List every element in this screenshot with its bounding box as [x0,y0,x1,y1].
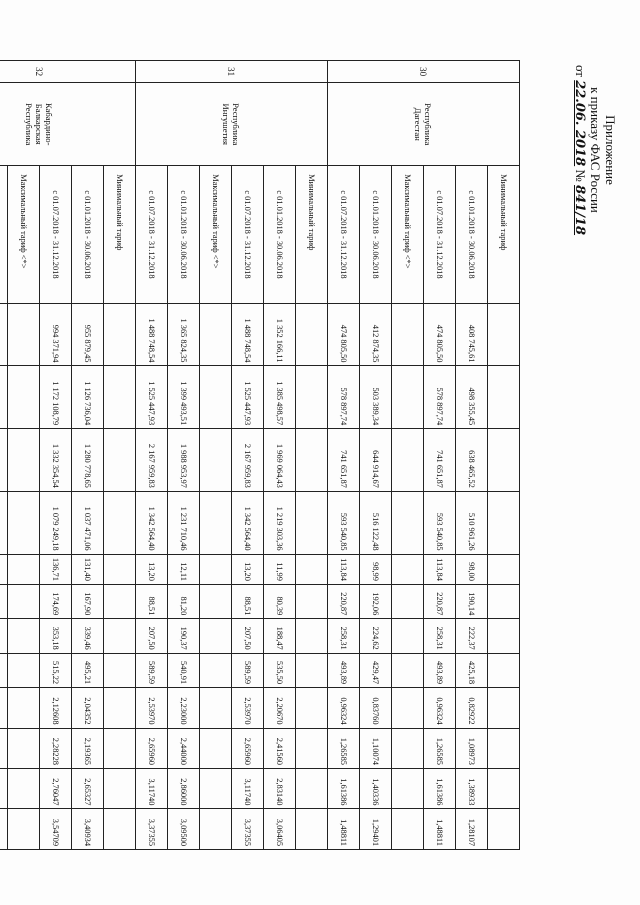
empty-cell [200,491,232,554]
empty-cell [296,653,328,687]
empty-cell [104,768,136,808]
empty-cell [8,768,40,808]
empty-cell [8,688,40,728]
value-cell: 1,40336 [360,768,392,808]
value-cell: 503 389,34 [360,366,392,429]
value-cell: 174,69 [40,584,72,618]
value-cell: 1,10074 [360,728,392,768]
empty-cell [488,619,520,653]
value-cell: 429,47 [360,653,392,687]
empty-cell [200,768,232,808]
value-cell: 1,29401 [360,809,392,850]
period-cell [0,166,8,304]
appendix-header [572,55,618,245]
tariff-type-label: Минимальный тариф [104,166,136,304]
value-cell: 1 342 564,40 [136,491,168,554]
value-cell: 408 745,61 [456,303,488,366]
value-cell: 80,39 [264,584,296,618]
value-cell: 741 651,87 [424,429,456,492]
empty-cell [392,653,424,687]
value-cell: 0,96324 [328,688,360,728]
tariff-section-row [104,61,136,850]
empty-cell [200,809,232,850]
value-cell: 113,84 [424,554,456,584]
tariff-section-row [392,61,424,850]
value-cell: 1 488 748,54 [136,303,168,366]
value-cell: 2,41560 [264,728,296,768]
empty-cell [296,366,328,429]
tariff-data-row [40,61,72,850]
empty-cell [8,728,40,768]
empty-cell [296,688,328,728]
empty-cell [488,491,520,554]
value-cell: 88,51 [232,584,264,618]
value-cell: 190,37 [168,619,200,653]
order-reference: к приказу ФАС России [588,87,603,213]
empty-cell [104,554,136,584]
empty-cell [200,429,232,492]
tariff-table-body [0,61,520,850]
value-cell: 741 651,87 [328,429,360,492]
empty-cell [296,429,328,492]
value-cell: 3,37355 [232,809,264,850]
empty-cell [488,809,520,850]
value-cell: 353,18 [40,619,72,653]
value-cell: 2,12608 [40,688,72,728]
value-cell: 224,62 [360,619,392,653]
empty-cell [488,688,520,728]
value-cell: 1 219 303,36 [264,491,296,554]
tariff-type-label: Максимальный тариф <*> [392,166,424,304]
tariff-type-label: Максимальный тариф <*> [200,166,232,304]
region-name-cell: Республика Ингушетия [136,83,328,166]
value-cell: 1 352 166,11 [264,303,296,366]
appendix-title: Приложение [603,115,618,185]
value-cell: 3,11740 [136,768,168,808]
value-cell: 1 037 471,06 [72,491,104,554]
empty-cell [200,688,232,728]
value-cell: 2,28228 [40,728,72,768]
order-date-line [572,55,588,245]
empty-cell [8,554,40,584]
empty-cell [8,619,40,653]
value-cell: 589,59 [136,653,168,687]
period-cell: с 01.07.2018 - 31.12.2018 [424,166,456,304]
tariff-section-row [296,61,328,850]
tariff-type-label: Максимальный тариф <*> [8,166,40,304]
empty-cell [200,303,232,366]
value-cell: 1 172 108,79 [40,366,72,429]
value-cell: 12,11 [168,554,200,584]
value-cell: 131,40 [72,554,104,584]
period-cell: с 01.01.2018 - 30.06.2018 [72,166,104,304]
empty-cell [392,584,424,618]
region-number-cell: 30 [328,61,520,83]
value-cell: 516 122,48 [360,491,392,554]
empty-cell [296,554,328,584]
value-cell: 113,84 [328,554,360,584]
value-cell: 2,23000 [168,688,200,728]
tariff-section-row [200,61,232,850]
value-cell: 1,48811 [424,809,456,850]
value-cell: 2,86000 [168,768,200,808]
empty-cell [296,768,328,808]
value-cell: 1 079 249,18 [40,491,72,554]
empty-cell [296,303,328,366]
order-number-sign: № [573,169,588,182]
value-cell: 1 365 824,35 [168,303,200,366]
period-cell: с 01.07.2018 - 31.12.2018 [232,166,264,304]
empty-cell [488,653,520,687]
empty-cell [104,366,136,429]
value-cell: 188,47 [264,619,296,653]
tariff-data-row [424,61,456,850]
value-cell: 98,00 [456,554,488,584]
value-cell: 2,65960 [136,728,168,768]
period-cell: с 01.01.2018 - 30.06.2018 [264,166,296,304]
empty-cell [104,653,136,687]
empty-cell [8,491,40,554]
value-cell [0,303,8,366]
value-cell: 1 332 354,54 [40,429,72,492]
period-cell: с 01.01.2018 - 30.06.2018 [168,166,200,304]
empty-cell [104,491,136,554]
value-cell: 339,46 [72,619,104,653]
empty-cell [296,809,328,850]
empty-cell [200,584,232,618]
value-cell: 88,51 [136,584,168,618]
value-cell: 495,21 [72,653,104,687]
empty-cell [392,728,424,768]
tariff-data-row [360,61,392,850]
value-cell [0,491,8,554]
empty-cell [296,491,328,554]
empty-cell [392,303,424,366]
value-cell: 2,65960 [232,728,264,768]
empty-cell [392,688,424,728]
empty-cell [104,303,136,366]
period-cell: с 01.07.2018 - 31.12.2018 [40,166,72,304]
value-cell: 425,18 [456,653,488,687]
empty-cell [392,809,424,850]
value-cell [0,768,8,808]
empty-cell [8,303,40,366]
period-cell: с 01.07.2018 - 31.12.2018 [328,166,360,304]
value-cell: 98,99 [360,554,392,584]
value-cell: 1 525 447,93 [136,366,168,429]
value-cell: 167,90 [72,584,104,618]
empty-cell [488,429,520,492]
value-cell: 13,20 [232,554,264,584]
value-cell: 1 342 564,40 [232,491,264,554]
order-date: 22.06. 2018 [572,80,587,167]
value-cell [0,366,8,429]
value-cell: 1 126 736,04 [72,366,104,429]
empty-cell [8,366,40,429]
empty-cell [296,584,328,618]
tariff-data-row [328,61,360,850]
value-cell: 955 879,45 [72,303,104,366]
empty-cell [488,303,520,366]
tariff-data-row [168,61,200,850]
empty-cell [104,619,136,653]
tariff-data-row [72,61,104,850]
value-cell: 1 988 953,97 [168,429,200,492]
region-name-cell: Республика Дагестан [328,83,520,166]
region-name-cell: Кабардино-Балкарская Республика [0,83,136,166]
empty-cell [200,366,232,429]
value-cell [0,619,8,653]
value-cell: 498 355,45 [456,366,488,429]
value-cell: 1,38933 [456,768,488,808]
value-cell: 2,76047 [40,768,72,808]
empty-cell [488,554,520,584]
value-cell: 1,08973 [456,728,488,768]
value-cell: 3,11740 [232,768,264,808]
tariff-data-row [136,61,168,850]
value-cell: 994 371,94 [40,303,72,366]
empty-cell [8,653,40,687]
value-cell: 190,14 [456,584,488,618]
value-cell: 0,83760 [360,688,392,728]
value-cell [0,653,8,687]
value-cell: 493,89 [328,653,360,687]
period-cell: с 01.07.2018 - 31.12.2018 [136,166,168,304]
empty-cell [392,491,424,554]
tariff-table [0,60,520,850]
value-cell: 2,04352 [72,688,104,728]
tariff-section-row [488,61,520,850]
value-cell: 2 167 959,83 [136,429,168,492]
value-cell: 1 525 447,93 [232,366,264,429]
empty-cell [104,809,136,850]
value-cell: 1 385 498,57 [264,366,296,429]
value-cell: 1,61386 [424,768,456,808]
value-cell: 1 399 493,51 [168,366,200,429]
value-cell: 474 805,50 [424,303,456,366]
value-cell [0,554,8,584]
empty-cell [104,429,136,492]
value-cell: 493,89 [424,653,456,687]
value-cell: 1,28107 [456,809,488,850]
empty-cell [296,619,328,653]
value-cell [0,728,8,768]
tariff-data-row [456,61,488,850]
empty-cell [8,809,40,850]
empty-cell [392,554,424,584]
order-number: 841/18 [572,185,587,236]
empty-cell [392,429,424,492]
value-cell: 1,61386 [328,768,360,808]
empty-cell [104,584,136,618]
value-cell: 220,87 [424,584,456,618]
region-number-cell: 31 [136,61,328,83]
value-cell: 0,82922 [456,688,488,728]
value-cell: 578 897,74 [424,366,456,429]
tariff-data-row [264,61,296,850]
tariff-type-label: Минимальный тариф [296,166,328,304]
value-cell: 412 874,35 [360,303,392,366]
value-cell: 222,37 [456,619,488,653]
value-cell: 13,20 [136,554,168,584]
period-cell: с 01.01.2018 - 30.06.2018 [456,166,488,304]
value-cell: 535,50 [264,653,296,687]
value-cell: 2,83140 [264,768,296,808]
order-date-prefix: от [573,64,588,77]
value-cell: 220,87 [328,584,360,618]
value-cell: 2,65327 [72,768,104,808]
value-cell: 2,53970 [136,688,168,728]
tariff-type-label: Минимальный тариф [488,166,520,304]
value-cell: 644 914,67 [360,429,392,492]
empty-cell [200,728,232,768]
empty-cell [8,429,40,492]
empty-cell [8,584,40,618]
empty-cell [392,768,424,808]
empty-cell [488,728,520,768]
value-cell: 136,71 [40,554,72,584]
empty-cell [200,653,232,687]
period-cell: с 01.01.2018 - 30.06.2018 [360,166,392,304]
empty-cell [200,619,232,653]
value-cell: 2,20670 [264,688,296,728]
value-cell: 593 540,85 [328,491,360,554]
value-cell: 2,44000 [168,728,200,768]
value-cell: 207,50 [232,619,264,653]
value-cell [0,688,8,728]
value-cell: 589,59 [232,653,264,687]
empty-cell [104,688,136,728]
value-cell: 258,31 [424,619,456,653]
value-cell: 540,91 [168,653,200,687]
value-cell: 1,26585 [424,728,456,768]
tariff-data-row [0,61,8,850]
empty-cell [392,619,424,653]
value-cell: 2,53970 [232,688,264,728]
value-cell: 2,19365 [72,728,104,768]
value-cell: 1 488 748,54 [232,303,264,366]
empty-cell [200,554,232,584]
value-cell: 1 231 710,46 [168,491,200,554]
value-cell: 81,20 [168,584,200,618]
empty-cell [296,728,328,768]
value-cell: 3,09500 [168,809,200,850]
value-cell: 0,96324 [424,688,456,728]
empty-cell [488,366,520,429]
empty-cell [488,768,520,808]
value-cell: 1,48811 [328,809,360,850]
value-cell: 3,40934 [72,809,104,850]
value-cell [0,584,8,618]
value-cell: 207,50 [136,619,168,653]
value-cell: 510 961,26 [456,491,488,554]
value-cell: 258,31 [328,619,360,653]
value-cell: 593 540,85 [424,491,456,554]
value-cell [0,429,8,492]
empty-cell [488,584,520,618]
empty-cell [104,728,136,768]
value-cell: 578 897,74 [328,366,360,429]
tariff-data-row [232,61,264,850]
region-number-cell: 32 [0,61,136,83]
value-cell: 192,06 [360,584,392,618]
empty-cell [392,366,424,429]
value-cell: 3,06405 [264,809,296,850]
value-cell: 3,54709 [40,809,72,850]
value-cell: 1 969 064,43 [264,429,296,492]
value-cell: 1,26585 [328,728,360,768]
value-cell: 474 805,50 [328,303,360,366]
value-cell: 11,99 [264,554,296,584]
value-cell [0,809,8,850]
value-cell: 515,22 [40,653,72,687]
tariff-section-row [8,61,40,850]
value-cell: 2 167 959,83 [232,429,264,492]
value-cell: 638 465,52 [456,429,488,492]
value-cell: 1 280 778,65 [72,429,104,492]
value-cell: 3,37355 [136,809,168,850]
